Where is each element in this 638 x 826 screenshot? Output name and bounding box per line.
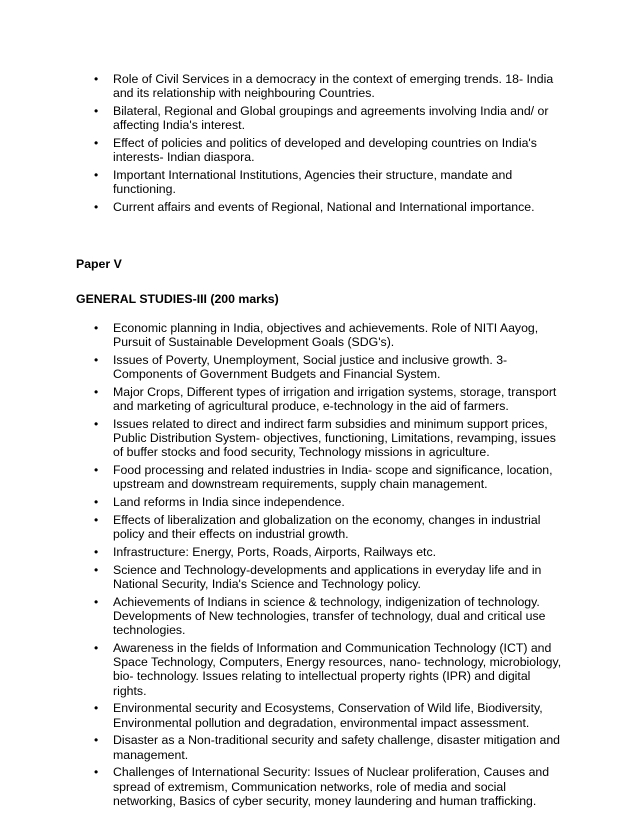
list-item [0, 595, 638, 638]
list-item-text: Bilateral, Regional and Global groupings and agreements involving India and/ or affecting India's interest. [113, 104, 549, 133]
bullet-icon: • [94, 72, 99, 86]
list-item-text: Infrastructure: Energy, Ports, Roads, Airports, Railways etc. [113, 545, 437, 559]
list-item [0, 168, 638, 196]
list-item [0, 417, 638, 460]
bullet-icon: • [94, 562, 99, 577]
bullet-icon: • [94, 385, 99, 399]
list-item-text: Environmental security and Ecosystems, Conservation of Wild life, Biodiversity, Environmental pollution and degradation, environmental impact assessment. [113, 701, 543, 730]
bullet-icon: • [94, 733, 99, 748]
bullet-icon: • [94, 545, 99, 559]
list-item-text: Issues of Poverty, Unemployment, Social justice and inclusive growth. 3- Components of Government Budgets and Financial System. [113, 353, 508, 382]
list-item [0, 200, 638, 214]
list-item [0, 563, 638, 591]
list-item [0, 463, 638, 491]
list-item-text: Effects of liberalization and globalization on the economy, changes in industrial policy and their effects on industrial growth. [113, 513, 541, 542]
bullet-icon: • [94, 200, 99, 214]
bullet-list-international-relations [0, 72, 638, 218]
bullet-icon: • [94, 513, 99, 527]
bullet-list-general-studies-iii [0, 321, 638, 812]
list-item-text: Issues related to direct and indirect farm subsidies and minimum support prices, Public Distribution System- objectives, functioning, Limitations, revamping, issues of buffer stocks and food security, Technology missions in agriculture. [113, 417, 556, 460]
list-item-text: Awareness in the fields of Information and Communication Technology (ICT) and Space Technology, Computers, Energy resources, nano- technology, microbiology, bio- technology. Issues relating to intellectual property rights (IPR) and digital rights. [113, 641, 562, 698]
bullet-icon: • [94, 641, 99, 655]
list-item-text: Science and Technology-developments and applications in everyday life and in National Security, India's Science and Technology policy. [113, 562, 542, 591]
bullet-icon: • [94, 321, 99, 335]
list-item-text: Food processing and related industries in India- scope and significance, location, upstream and downstream requirements, supply chain management. [113, 463, 553, 492]
list-item-text: Effect of policies and politics of developed and developing countries on India's interests- Indian diaspora. [113, 136, 537, 165]
list-item [0, 733, 638, 761]
list-item-text: Role of Civil Services in a democracy in the context of emerging trends. 18- India and its relationship with neighbouring Countries. [113, 72, 554, 101]
bullet-icon: • [94, 495, 99, 510]
bullet-icon: • [94, 353, 99, 367]
list-item [0, 136, 638, 164]
list-item [0, 513, 638, 541]
bullet-icon: • [94, 701, 99, 716]
list-item [0, 545, 638, 559]
list-item [0, 385, 638, 413]
bullet-icon: • [94, 463, 99, 478]
list-item [0, 701, 638, 729]
paper-title: Paper V [76, 257, 122, 271]
list-item-text: Major Crops, Different types of irrigation and irrigation systems, storage, transport and marketing of agricultural produce, e-technology in the aid of farmers. [113, 385, 557, 414]
bullet-icon: • [94, 104, 99, 118]
list-item-text: Important International Institutions, Agencies their structure, mandate and functioning. [113, 168, 513, 197]
list-item [0, 321, 638, 349]
list-item [0, 104, 638, 132]
list-item [0, 765, 638, 808]
list-item-text: Achievements of Indians in science & technology, indigenization of technology. Developments of New technologies, transfer of technology, dual and critical use technologies. [113, 594, 546, 638]
bullet-icon: • [94, 417, 99, 431]
list-item [0, 641, 638, 698]
list-item-text: Economic planning in India, objectives and achievements. Role of NITI Aayog, Pursuit of Sustainable Development Goals (SDG's). [113, 321, 539, 350]
bullet-icon: • [94, 594, 99, 609]
section-title: GENERAL STUDIES-III (200 marks) [76, 292, 279, 306]
list-item-text: Challenges of International Security: Issues of Nuclear proliferation, Causes and spread of extremism, Communication networks, role of media and social networking, Basics of cyber security, money laundering and human trafficking. [113, 765, 550, 808]
list-item-text: Land reforms in India since independence. [113, 495, 345, 510]
list-item [0, 72, 638, 100]
list-item [0, 495, 638, 509]
list-item-text: Disaster as a Non-traditional security and safety challenge, disaster mitigation and management. [113, 733, 561, 762]
bullet-icon: • [94, 136, 99, 150]
bullet-icon: • [94, 765, 99, 780]
list-item [0, 353, 638, 381]
bullet-icon: • [94, 168, 99, 182]
list-item-text: Current affairs and events of Regional, National and International importance. [113, 200, 535, 214]
